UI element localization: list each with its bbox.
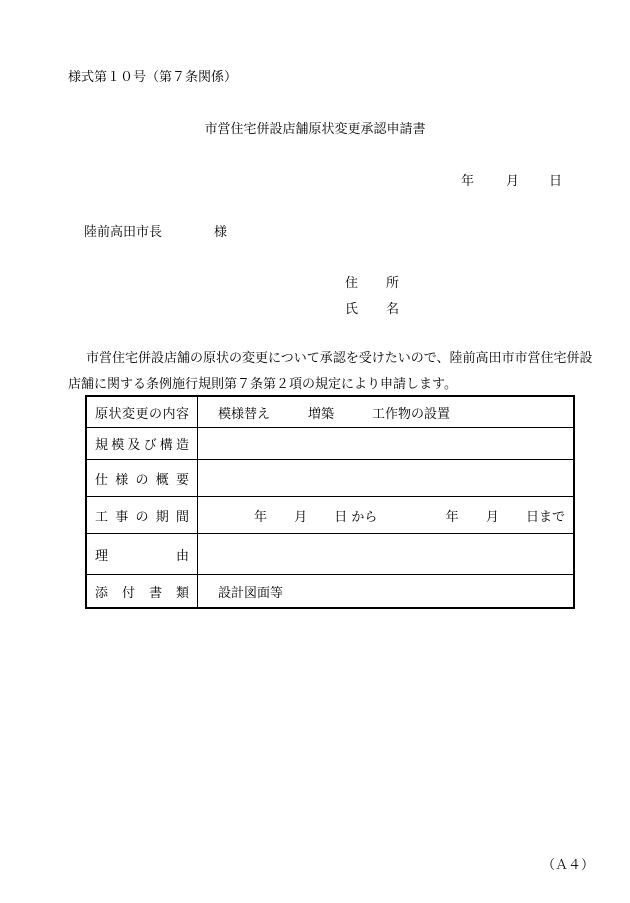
construction-period-field[interactable] — [198, 497, 575, 534]
table-row — [86, 575, 574, 609]
addressee-name: 陸前高田市長 — [84, 225, 163, 240]
name-label-char-2: 名 — [386, 302, 400, 317]
table-row — [86, 396, 574, 428]
table-row — [86, 534, 574, 575]
row-label-change-content: 原状変更の内容 — [86, 396, 198, 428]
row-label-scale-structure: 規模及び構造 — [86, 428, 198, 460]
attachments-field — [198, 575, 575, 609]
table-row — [86, 460, 574, 497]
row-label-construction-period: 工事の期間 — [86, 497, 198, 534]
row-label-spec-summary: 仕様の概要 — [86, 460, 198, 497]
period-end-month: 月 — [485, 509, 499, 525]
date-day: 日 — [549, 174, 563, 189]
option-extension[interactable]: 増築 — [308, 406, 335, 422]
addressee — [84, 221, 227, 240]
applicant-name-label — [345, 298, 399, 317]
document-title: 市営住宅併設店舗原状変更承認申請書 — [204, 122, 426, 137]
row-label-attachments: 添付書類 — [86, 575, 198, 609]
period-end-year: 年 — [445, 509, 459, 525]
period-end-day: 日まで — [525, 509, 565, 525]
body-text: 市営住宅併設店舗の原状の変更について承認を受けたいので、陸前高田市市営住宅併設店舗に関する条例施行規則第７条第２項の規定により申請します。 — [68, 351, 593, 392]
period-start-day: 日 から — [334, 509, 378, 525]
scale-structure-field[interactable] — [198, 428, 575, 460]
form-number: 様式第１０号（第７条関係） — [68, 70, 238, 85]
row-label-reason: 理由 — [86, 534, 198, 575]
application-table — [85, 395, 575, 609]
date-year: 年 — [461, 174, 475, 189]
table-row — [86, 428, 574, 460]
date-month: 月 — [506, 174, 520, 189]
reason-field[interactable] — [198, 534, 575, 575]
table-row — [86, 497, 574, 534]
option-remodel[interactable]: 模様替え — [218, 406, 271, 422]
attachments-value: 設計図面等 — [218, 585, 284, 601]
spec-summary-field[interactable] — [198, 460, 575, 497]
option-structure-installation[interactable]: 工作物の設置 — [372, 406, 451, 422]
period-start-month: 月 — [294, 509, 308, 525]
address-label-char-1: 住 — [345, 276, 359, 291]
change-options — [198, 396, 575, 428]
period-start-year: 年 — [254, 509, 268, 525]
date-line — [461, 170, 562, 189]
addressee-honorific: 様 — [214, 225, 228, 240]
paper-size-note: （Ａ４） — [542, 858, 595, 873]
name-label-char-1: 氏 — [345, 302, 359, 317]
applicant-address-label — [345, 272, 399, 291]
address-label-char-2: 所 — [386, 276, 400, 291]
